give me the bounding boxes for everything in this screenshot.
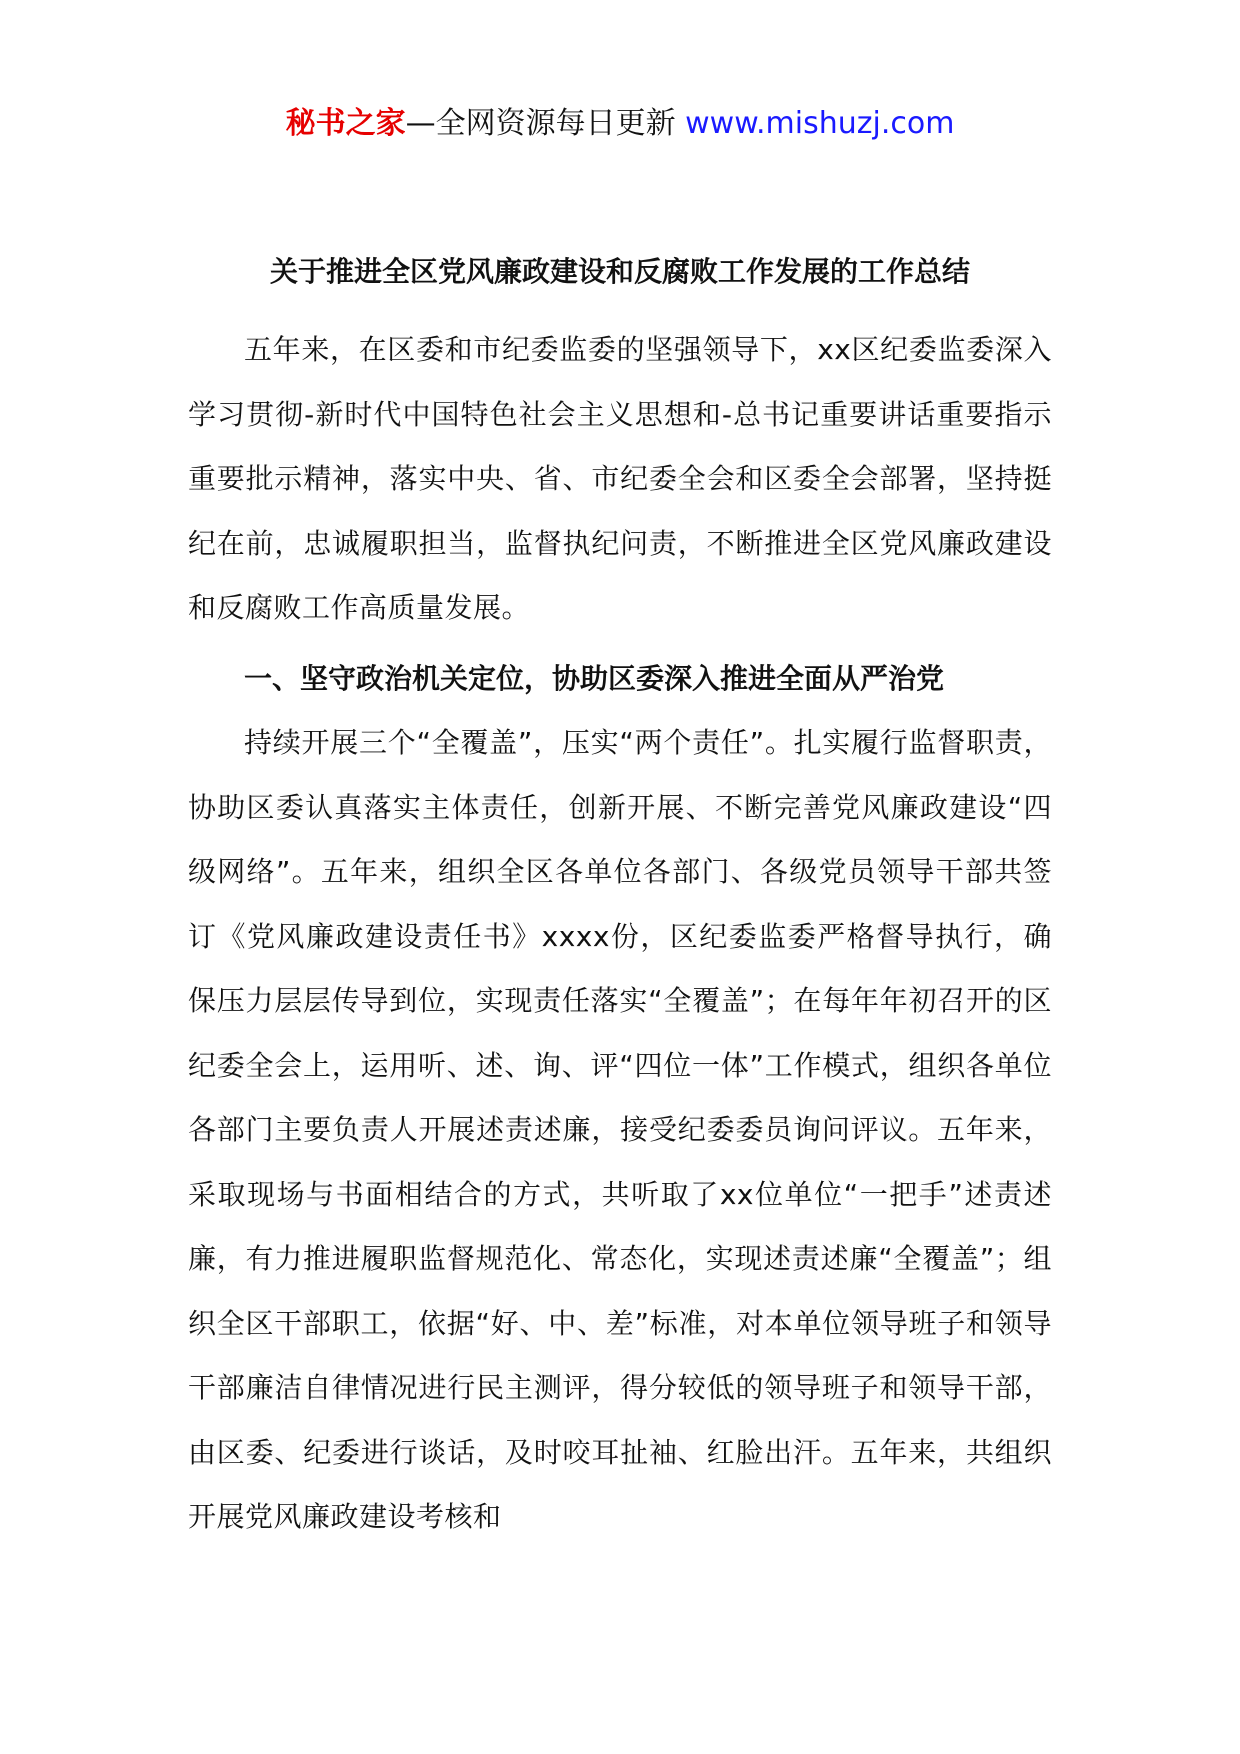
intro-paragraph: 五年来，在区委和市纪委监委的坚强领导下，xx区纪委监委深入学习贯彻-新时代中国特色社会主义思想和-总书记重要讲话重要指示重要批示精神，落实中央、省、市纪委全会和区委全会部署，坚持挺纪在前，忠诚履职担当，监督执纪问责，不断推进全区党风廉政建设和反腐败工作高质量发展。 (188, 333, 1052, 624)
document-title: 关于推进全区党风廉政建设和反腐败工作发展的工作总结 (269, 255, 970, 288)
section-1-heading: 一、坚守政治机关定位，协助区委深入推进全面从严治党 (244, 661, 945, 695)
section-1-paragraph-1: 持续开展三个“全覆盖”，压实“两个责任”。扎实履行监督职责，协助区委认真落实主体责任，创新开展、不断完善党风廉政建设“四级网络”。五年来，组织全区各单位各部门、各级党员领导干部共签订《党风廉政建设责任书》xxxx份，区纪委监委严格督导执行，确保压力层层传导到位，实现责任落实“全覆盖”；在每年年初召开的区纪委全会上，运用听、述、询、评“四位一体”工作模式，组织各单位各部门主要负责人开展述责述廉，接受纪委委员询问评议。五年来，采取现场与书面相结合的方式，共听取了xx位单位“一把手”述责述廉，有力推进履职监督规范化、常态化，实现述责述廉“全覆盖”；组织全区干部职工，依据“好、中、差”标准，对本单位领导班子和领导干部廉洁自律情况进行民主测评，得分较低的领导班子和领导干部，由区委、纪委进行谈话，及时咬耳扯袖、红脸出汗。五年来，共组织开展党风廉政建设考核和 (188, 726, 1052, 1533)
watermark-header (0, 100, 1240, 148)
document-body (188, 318, 1052, 1550)
header-tagline: —全网资源每日更新 (405, 106, 676, 141)
site-url-link[interactable]: www.mishuzj.com (685, 106, 955, 141)
brand-name: 秘书之家 (285, 106, 406, 141)
